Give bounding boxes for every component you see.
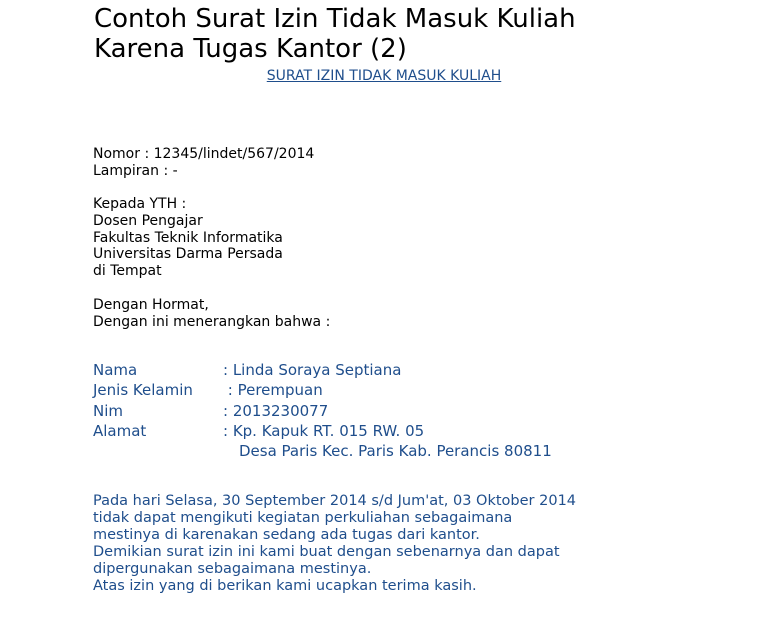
recipient-line: di Tempat — [93, 263, 162, 280]
body-line: dipergunakan sebagaimana mestinya. — [93, 561, 372, 577]
recipient-line: Universitas Darma Persada — [93, 246, 283, 263]
greeting-line: Dengan Hormat, — [93, 297, 209, 313]
recipient-line: Dosen Pengajar — [93, 212, 203, 229]
letter-header — [93, 146, 314, 180]
field-value: Desa Paris Kec. Paris Kab. Perancis 80811 — [239, 442, 552, 460]
greeting-block — [93, 297, 330, 331]
field-value: : Linda Soraya Septiana — [223, 361, 402, 379]
field-nama — [93, 360, 401, 380]
recipient-line: Kepada YTH : — [93, 196, 187, 212]
field-label: Nama — [93, 361, 138, 379]
field-value: : 2013230077 — [223, 402, 329, 420]
body-line: Pada hari Selasa, 30 September 2014 s/d Jum'at, 03 Oktober 2014 — [93, 493, 577, 509]
nomor-line: Nomor : 12345/lindet/567/2014 — [93, 146, 315, 162]
greeting-line: Dengan ini menerangkan bahwa : — [93, 313, 331, 330]
field-label: Nim — [93, 402, 123, 420]
body-line: tidak dapat mengikuti kegiatan perkuliahan sebagaimana — [93, 510, 513, 526]
recipient-block — [93, 196, 283, 280]
field-value: : Perempuan — [223, 381, 323, 399]
title-line-1: Contoh Surat Izin Tidak Masuk Kuliah — [94, 4, 576, 34]
page-title — [94, 4, 576, 64]
title-line-2: Karena Tugas Kantor (2) — [94, 34, 407, 64]
body-line: Demikian surat izin ini kami buat dengan sebenarnya dan dapat — [93, 544, 560, 560]
field-jenis-kelamin — [93, 380, 323, 400]
field-alamat-continued — [239, 441, 552, 461]
recipient-line: Fakultas Teknik Informatika — [93, 229, 283, 246]
field-alamat — [93, 421, 424, 441]
field-label: Jenis Kelamin — [93, 381, 193, 399]
letter-subtitle: SURAT IZIN TIDAK MASUK KULIAH — [266, 68, 502, 84]
body-line: mestinya di karenakan sedang ada tugas dari kantor. — [93, 527, 480, 543]
field-label: Alamat — [93, 422, 147, 440]
field-value: : Kp. Kapuk RT. 015 RW. 05 — [223, 422, 425, 440]
body-line: Atas izin yang di berikan kami ucapkan terima kasih. — [93, 578, 477, 594]
body-paragraph — [93, 493, 576, 595]
field-nim — [93, 401, 328, 421]
lampiran-line: Lampiran : - — [93, 162, 178, 179]
